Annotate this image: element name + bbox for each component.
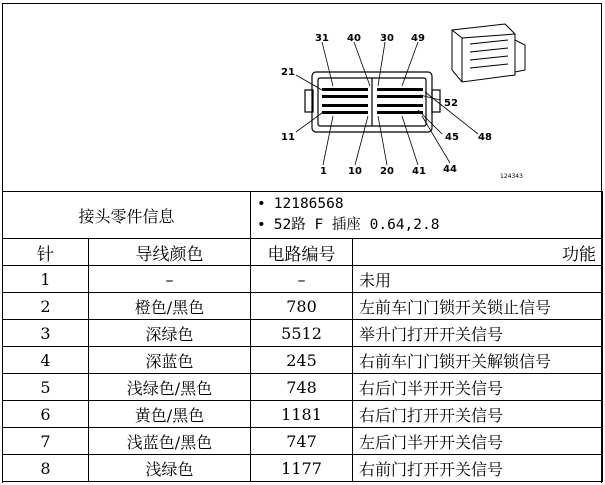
pin-cell: 8 [3, 455, 89, 482]
wire-color-cell: 浅绿色 [89, 455, 251, 482]
wire-color-cell: – [89, 266, 251, 293]
pin-label-49: 49 [411, 33, 425, 44]
connector-3d-view [452, 24, 525, 82]
circuit-cell: 245 [251, 347, 353, 374]
circuit-cell: – [251, 266, 353, 293]
wire-color-cell: 深绿色 [89, 320, 251, 347]
function-cell: 右前车门门锁开关解锁信号 [353, 347, 603, 374]
pin-cell: 6 [3, 401, 89, 428]
pin-label-1: 1 [320, 166, 327, 177]
pin-cell: 4 [3, 347, 89, 374]
pin-label-48: 48 [478, 132, 492, 143]
function-cell: 举升门打开开关信号 [353, 320, 603, 347]
table-row [3, 347, 603, 374]
connector-info-cell [251, 192, 603, 239]
pin-label-52: 52 [444, 98, 458, 109]
pin-label-11: 11 [281, 132, 295, 143]
pin-label-41: 41 [412, 166, 426, 177]
circuit-cell: 5512 [251, 320, 353, 347]
table-row [3, 401, 603, 428]
table-header-row [3, 239, 603, 266]
pin-cell: 3 [3, 320, 89, 347]
connector-diagram [0, 0, 600, 188]
circuit-cell: 1181 [251, 401, 353, 428]
table-row [3, 428, 603, 455]
connector-pinout-table [2, 191, 603, 482]
function-cell: 右前门打开开关信号 [353, 455, 603, 482]
pin-cell: 2 [3, 293, 89, 320]
connector-info-label: 接头零件信息 [3, 192, 251, 239]
connector-face [305, 72, 440, 132]
part-number: • 12186568 [257, 194, 596, 215]
function-cell: 未用 [353, 266, 603, 293]
table-row [3, 455, 603, 482]
function-cell: 右后门半开开关信号 [353, 374, 603, 401]
function-cell: 左前车门门锁开关锁止信号 [353, 293, 603, 320]
pin-label-20: 20 [380, 166, 394, 177]
wire-color-cell: 黄色/黑色 [89, 401, 251, 428]
circuit-cell: 1177 [251, 455, 353, 482]
circuit-cell: 748 [251, 374, 353, 401]
circuit-cell: 780 [251, 293, 353, 320]
wire-color-cell: 浅蓝色/黑色 [89, 428, 251, 455]
wire-color-cell: 橙色/黑色 [89, 293, 251, 320]
header-wire-color: 导线颜色 [89, 239, 251, 266]
circuit-cell: 747 [251, 428, 353, 455]
pin-label-30: 30 [380, 33, 394, 44]
pin-label-44: 44 [443, 164, 457, 175]
pin-label-21: 21 [281, 67, 295, 78]
header-function: 功能 [353, 239, 603, 266]
image-code: 124343 [500, 173, 523, 180]
connector-info-list [257, 194, 596, 236]
header-pin: 针 [3, 239, 89, 266]
wire-color-cell: 浅绿色/黑色 [89, 374, 251, 401]
pin-cell: 7 [3, 428, 89, 455]
header-circuit: 电路编号 [251, 239, 353, 266]
connector-info-row [3, 192, 603, 239]
table-row [3, 266, 603, 293]
connector-description: • 52路 F 插座 0.64,2.8 [257, 215, 596, 236]
function-cell: 左后门半开开关信号 [353, 428, 603, 455]
table-row [3, 320, 603, 347]
table-row [3, 374, 603, 401]
function-cell: 右后门打开开关信号 [353, 401, 603, 428]
pin-label-10: 10 [348, 166, 362, 177]
pin-label-31: 31 [315, 33, 329, 44]
pin-cell: 1 [3, 266, 89, 293]
pin-label-45: 45 [445, 132, 459, 143]
table-row [3, 293, 603, 320]
wire-color-cell: 深蓝色 [89, 347, 251, 374]
pin-cell: 5 [3, 374, 89, 401]
pin-label-40: 40 [347, 33, 361, 44]
